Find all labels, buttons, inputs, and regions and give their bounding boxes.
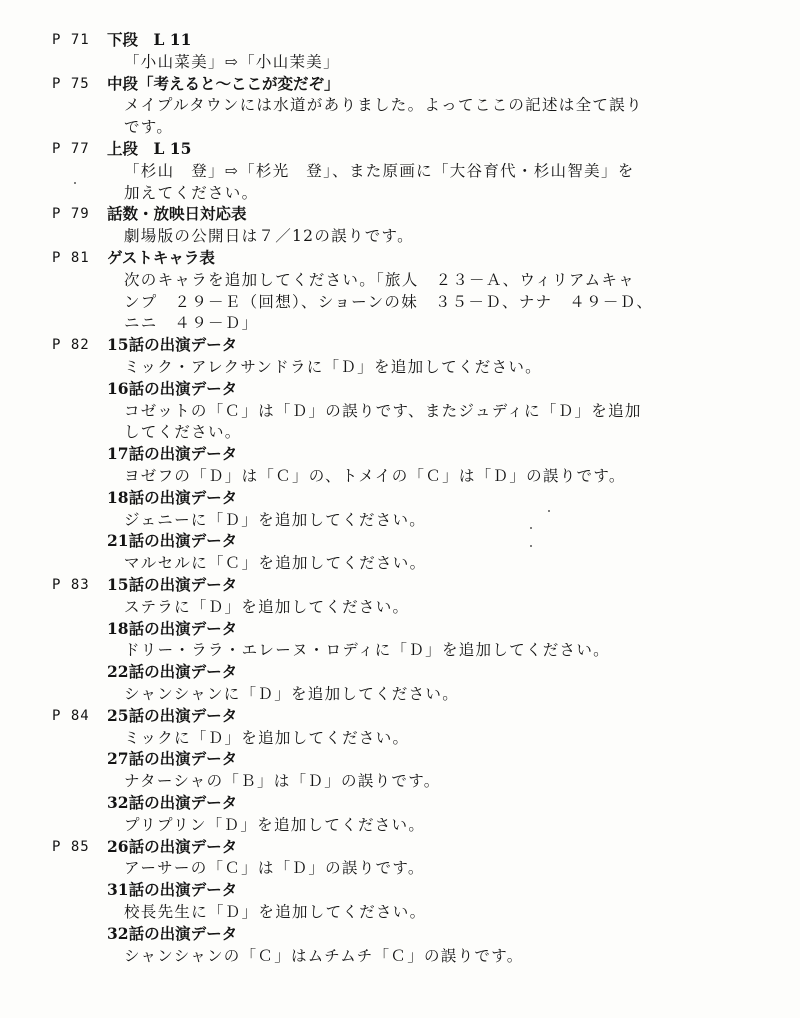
page-reference: P 77 — [52, 141, 90, 157]
correction-text: ミックに「Ｄ」を追加してください。 — [124, 728, 410, 747]
correction-text: ミック・アレクサンドラに「Ｄ」を追加してください。 — [124, 358, 542, 376]
page-reference: P 82 — [52, 337, 90, 354]
correction-text: してください。 — [124, 423, 242, 442]
correction-text: 「杉山 登」⇨「杉光 登」、また原画に「大谷育代・杉山智美」を — [124, 161, 635, 180]
entry-heading: 18話の出演データ — [107, 618, 238, 638]
entry-heading: 21話の出演データ — [107, 531, 238, 551]
correction-text: ドリー・ララ・エレーヌ・ロディに「Ｄ」を追加してください。 — [124, 641, 610, 660]
correction-text: シャンシャンに「Ｄ」を追加してください。 — [124, 685, 459, 703]
correction-text: ヨゼフの「Ｄ」は「Ｃ」の、トメイの「Ｃ」は「Ｄ」の誤りです。 — [124, 467, 626, 485]
correction-text: 「小山菜美」⇨「小山茉美」 — [124, 52, 340, 71]
scan-speck — [548, 510, 550, 512]
correction-text: コゼットの「Ｃ」は「Ｄ」の誤りです、またジュディに「Ｄ」を追加 — [124, 401, 642, 420]
correction-text: 劇場版の公開日は７／12の誤りです。 — [124, 227, 414, 246]
entry-heading: 22話の出演データ — [107, 662, 238, 682]
page-reference: P 83 — [52, 577, 90, 593]
entry-heading: 下段 L 11 — [107, 30, 192, 49]
entry-heading: 話数・放映日対応表 — [107, 204, 247, 224]
correction-text: 校長先生に「Ｄ」を追加してください。 — [124, 903, 427, 921]
page-reference: P 85 — [52, 838, 90, 855]
correction-text: 次のキャラを追加してください。「旅人 ２３－Ａ、ウィリアムキャ — [124, 270, 636, 289]
page-reference: P 75 — [52, 75, 90, 92]
entry-heading: 18話の出演データ — [107, 487, 238, 507]
entry-heading: 26話の出演データ — [107, 836, 238, 856]
correction-text: 加えてください。 — [124, 183, 259, 202]
entry-heading: 17話の出演データ — [107, 444, 238, 464]
correction-text: ステラに「Ｄ」を追加してください。 — [124, 597, 410, 616]
entry-heading: 32話の出演データ — [107, 923, 238, 943]
scan-speck — [530, 527, 532, 529]
entry-heading: 25話の出演データ — [107, 705, 238, 725]
correction-text: ナターシャの「Ｂ」は「Ｄ」の誤りです。 — [124, 772, 441, 791]
correction-text: マルセルに「Ｃ」を追加してください。 — [124, 554, 427, 573]
entry-heading: ゲストキャラ表 — [107, 248, 215, 267]
entry-heading: 16話の出演データ — [107, 378, 238, 398]
page-reference: P 84 — [52, 707, 90, 724]
correction-text: アーサーの「Ｃ」は「Ｄ」の誤りです。 — [124, 859, 425, 878]
entry-heading: 32話の出演データ — [107, 793, 238, 812]
page-reference: P 81 — [52, 250, 90, 266]
entry-heading: 15話の出演データ — [107, 575, 238, 594]
entry-heading: 31話の出演データ — [107, 880, 238, 900]
page-reference: P 79 — [52, 206, 90, 223]
correction-text: ジェニーに「Ｄ」を追加してください。 — [124, 510, 427, 529]
scan-speck — [530, 545, 532, 547]
correction-text: ニニ ４９－Ｄ」 — [124, 314, 259, 333]
entry-heading: 中段「考えると～ここが変だぞ」 — [107, 73, 340, 93]
correction-text: プリプリン「Ｄ」を追加してください。 — [124, 815, 426, 834]
entry-heading: 15話の出演データ — [107, 335, 238, 355]
entry-heading: 27話の出演データ — [107, 749, 238, 769]
page-reference: P 71 — [52, 32, 90, 48]
correction-text: です。 — [124, 118, 174, 137]
scan-speck — [74, 182, 76, 184]
correction-text: シャンシャンの「Ｃ」はムチムチ「Ｃ」の誤りです。 — [124, 946, 524, 965]
entry-heading: 上段 L 15 — [107, 139, 192, 158]
correction-text: メイプルタウンには水道がありました。よってここの記述は全て誤り — [124, 96, 643, 115]
correction-text: ンプ ２９－Ｅ（回想）、ショーンの妹 ３５－Ｄ、ナナ ４９－Ｄ、 — [124, 292, 654, 311]
